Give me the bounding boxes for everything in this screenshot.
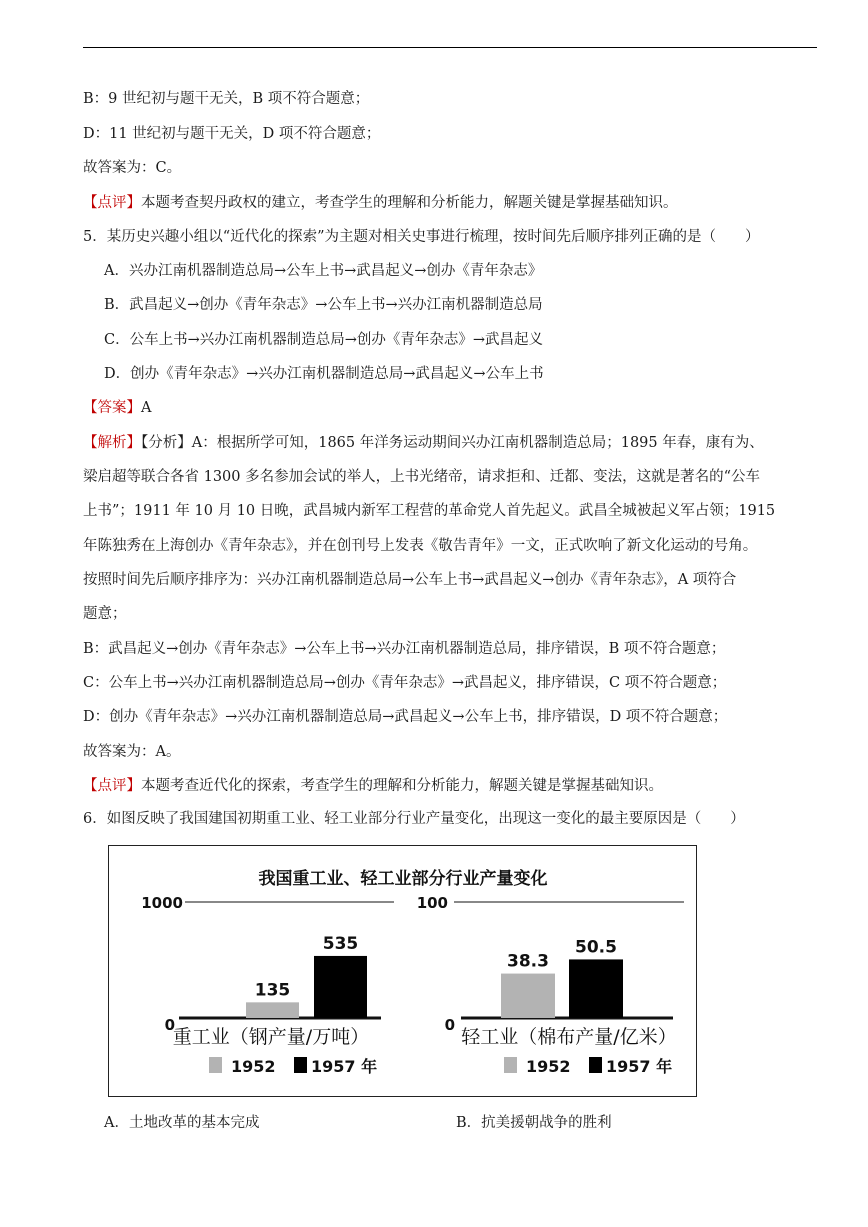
- q5-option-b: B．武昌起义→创办《青年杂志》→公车上书→兴办江南机器制造总局: [104, 297, 543, 313]
- q6-option-b: B．抗美援朝战争的胜利: [456, 1115, 612, 1131]
- q5-option-c: C．公车上书→兴办江南机器制造总局→创办《青年杂志》→武昌起义: [104, 332, 544, 348]
- data-label-2-1: 38.3: [507, 951, 549, 972]
- chart-svg: [109, 846, 698, 1098]
- comment-text: 本题考查近代化的探索，考查学生的理解和分析能力，解题关键是掌握基础知识。: [141, 778, 663, 794]
- analysis-tag: 【解析】: [83, 435, 141, 451]
- text-line-answer: 故答案为：C。: [83, 160, 182, 176]
- x-axis-label-1: 重工业（钢产量/万吨）: [172, 1026, 370, 1048]
- q5-answer: [83, 397, 151, 419]
- legend-swatch-1952-2: [504, 1057, 517, 1073]
- legend-label-1952-1: 1952: [231, 1057, 276, 1076]
- q6-option-a: A．土地改革的基本完成: [104, 1115, 260, 1131]
- q5-option-d: D．创办《青年杂志》→兴办江南机器制造总局→武昌起义→公车上书: [104, 366, 544, 382]
- bar-2-1: [501, 974, 555, 1018]
- bar-1-1: [246, 1002, 299, 1018]
- y-tick-zero-1: 0: [164, 1016, 175, 1034]
- legend-swatch-1957-1: [294, 1057, 307, 1073]
- q5-analysis-line-1: [83, 432, 764, 454]
- bar-2-2: [569, 959, 623, 1018]
- data-label-1-2: 535: [322, 933, 359, 954]
- q5-analysis-line-2: 梁启超等联合各省 1300 多名参加会试的举人，上书光绪帝，请求拒和、迁都、变法，这就是著名的“公车: [83, 469, 761, 485]
- legend-label-1957-1: 1957 年: [311, 1057, 378, 1076]
- q5-option-a: A．兴办江南机器制造总局→公车上书→武昌起义→创办《青年杂志》: [104, 263, 543, 279]
- bar-1-2: [314, 956, 367, 1018]
- legend-swatch-1952-1: [209, 1057, 222, 1073]
- comment-tag: 【点评】: [83, 195, 141, 211]
- legend-swatch-1957-2: [589, 1057, 602, 1073]
- q5-analysis-line-3: 上书”；1911 年 10 月 10 日晚，武昌城内新军工程营的革命党人首先起义。武昌全城被起义军占领；1915: [83, 503, 776, 519]
- chart-title: 我国重工业、轻工业部分行业产量变化: [258, 869, 548, 889]
- production-chart: [108, 845, 697, 1097]
- q5-analysis-line-5: 按照时间先后顺序排序为：兴办江南机器制造总局→公车上书→武昌起义→创办《青年杂志》，A 项符合: [83, 572, 737, 588]
- text-line-b: B：9 世纪初与题干无关，B 项不符合题意；: [83, 91, 370, 107]
- q5-analysis-line-9: D：创办《青年杂志》→兴办江南机器制造总局→武昌起义→公车上书，排序错误，D 项不符合题意；: [83, 709, 728, 725]
- comment-line: [83, 192, 678, 214]
- x-axis-label-2: 轻工业（棉布产量/亿米）: [461, 1026, 677, 1048]
- data-label-2-2: 50.5: [575, 937, 617, 958]
- legend-label-1952-2: 1952: [526, 1057, 571, 1076]
- q5-analysis-line-7: B：武昌起义→创办《青年杂志》→公车上书→兴办江南机器制造总局，排序错误，B 项不符合题意；: [83, 641, 726, 657]
- q5-stem: 5．某历史兴趣小组以“近代化的探索”为主题对相关史事进行梳理，按时间先后顺序排列正确的是（ ）: [83, 229, 760, 245]
- q5-analysis-line-6: 题意；: [83, 606, 127, 622]
- q5-analysis-line-8: C：公车上书→兴办江南机器制造总局→创办《青年杂志》→武昌起义，排序错误，C 项不符合题意；: [83, 675, 727, 691]
- analysis-text: 【分析】A：根据所学可知，1865 年洋务运动期间兴办江南机器制造总局；1895 年春，康有为、: [141, 435, 764, 451]
- comment-text: 本题考查契丹政权的建立，考查学生的理解和分析能力，解题关键是掌握基础知识。: [141, 195, 678, 211]
- y-tick-zero-2: 0: [444, 1016, 455, 1034]
- y-tick-top-1: 1000: [141, 894, 183, 912]
- comment-tag: 【点评】: [83, 778, 141, 794]
- y-tick-top-2: 100: [416, 894, 448, 912]
- q5-analysis-line-10: 故答案为：A。: [83, 744, 181, 760]
- answer-value: A: [141, 400, 152, 416]
- q5-analysis-line-4: 年陈独秀在上海创办《青年杂志》，并在创刊号上发表《敬告青年》一文，正式吹响了新文化运动的号角。: [83, 538, 758, 554]
- legend-label-1957-2: 1957 年: [606, 1057, 673, 1076]
- text-line-d: D：11 世纪初与题干无关，D 项不符合题意；: [83, 126, 381, 142]
- data-label-1-1: 135: [254, 980, 291, 1001]
- answer-tag: 【答案】: [83, 400, 141, 416]
- q6-stem: 6．如图反映了我国建国初期重工业、轻工业部分行业产量变化，出现这一变化的最主要原因是（ ）: [83, 811, 745, 827]
- q5-comment: [83, 775, 663, 797]
- header-rule: [83, 47, 817, 48]
